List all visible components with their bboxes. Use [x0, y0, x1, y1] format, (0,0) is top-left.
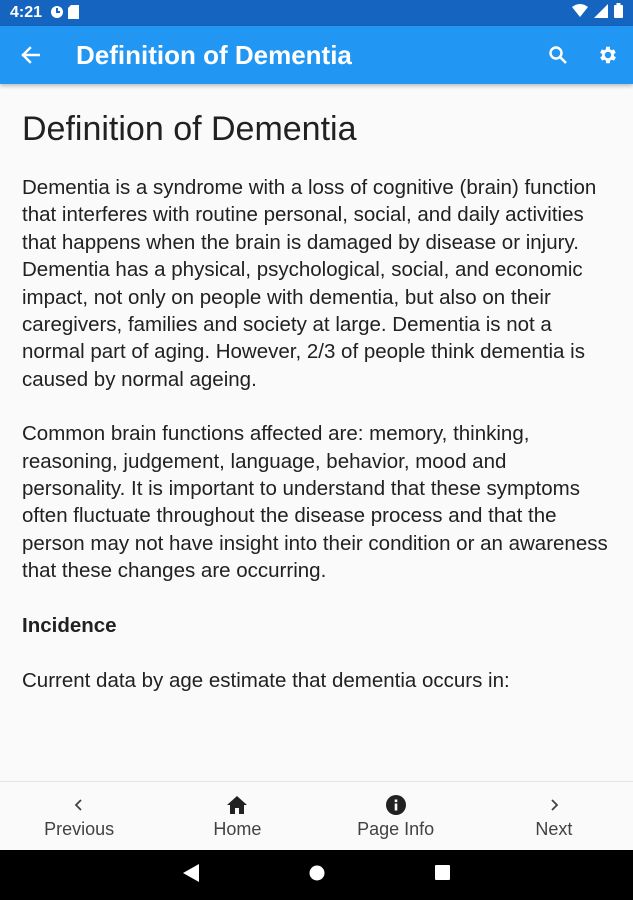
- system-recents-button[interactable]: [435, 865, 450, 885]
- search-button[interactable]: [533, 26, 583, 84]
- next-button[interactable]: [475, 782, 633, 850]
- previous-label: Previous: [44, 819, 115, 839]
- sim-icon: [68, 5, 79, 22]
- page-title: Definition of Dementia: [22, 110, 357, 148]
- wifi-icon: [572, 4, 588, 22]
- square-recents-icon: [435, 865, 450, 880]
- data-saver-icon: [50, 5, 64, 22]
- page-info-button[interactable]: [317, 782, 475, 850]
- page-info-label: Page Info: [357, 819, 435, 839]
- next-label: Next: [535, 819, 573, 839]
- signal-icon: [594, 4, 608, 23]
- article-content: [0, 84, 633, 781]
- search-icon: [548, 45, 568, 65]
- chevron-left-icon: [74, 792, 84, 818]
- incidence-paragraph: Current data by age estimate that dementia occurs in:: [22, 668, 510, 692]
- app-bar: [0, 26, 633, 84]
- app-bar-title: Definition of Dementia: [76, 39, 352, 70]
- brain-functions-paragraph: Common brain functions affected are: memory, thinking, reasoning, judgement, language, behavior, mood and personality. It is important to understand that these symptoms often fluctuate throughout the disease process and that the person may not have insight into their condition or an awareness that these changes are occurring.: [22, 422, 608, 583]
- arrow-left-icon: [20, 45, 40, 65]
- definition-paragraph: Dementia is a syndrome with a loss of cognitive (brain) function that interferes with routine personal, social, and daily activities that happens when the brain is damaged by disease or injury. Dementia has a physical, psychological, social, and economic impact, not only on people with dementia, but also on their caregivers, families and society at large. Dementia is not a normal part of aging. However, 2/3 of people think dementia is caused by normal ageing.: [22, 176, 597, 391]
- settings-button[interactable]: [583, 26, 633, 84]
- circle-home-icon: [309, 865, 325, 881]
- home-label: Home: [213, 819, 262, 839]
- gear-icon: [597, 44, 619, 66]
- info-icon: [385, 792, 407, 818]
- bottom-navigation: [0, 781, 633, 850]
- previous-button[interactable]: [0, 782, 158, 850]
- triangle-back-icon: [183, 864, 199, 882]
- home-button[interactable]: [158, 782, 316, 850]
- battery-icon: [614, 3, 623, 23]
- home-icon: [227, 792, 247, 818]
- status-time: 4:21: [10, 4, 43, 21]
- chevron-right-icon: [549, 792, 559, 818]
- status-bar: [0, 0, 633, 26]
- system-home-button[interactable]: [309, 865, 325, 886]
- system-navigation-bar: [0, 850, 633, 900]
- incidence-heading: Incidence: [22, 613, 117, 637]
- back-button[interactable]: [0, 26, 60, 84]
- system-back-button[interactable]: [183, 864, 199, 887]
